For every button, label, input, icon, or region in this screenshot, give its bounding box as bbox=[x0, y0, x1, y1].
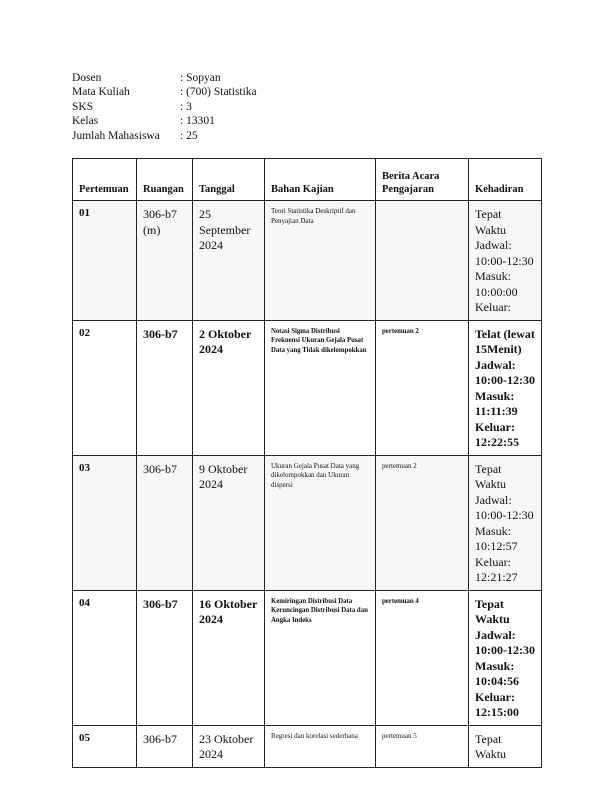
table-row bbox=[73, 725, 542, 767]
header-meeting: Pertemuan bbox=[73, 159, 137, 201]
info-value: : 25 bbox=[180, 129, 198, 142]
header-topic: Bahan Kajian bbox=[265, 159, 376, 201]
attendance-check-out: Keluar: 12:22:55 bbox=[475, 419, 519, 449]
info-label: Jumlah Mahasiswa bbox=[72, 129, 160, 142]
attendance-schedule: Jadwal: 10:00-12:30 bbox=[475, 627, 535, 657]
attendance-check-in: Masuk: 10:04:56 bbox=[475, 658, 519, 688]
info-value: : 13301 bbox=[180, 115, 215, 128]
table-row bbox=[73, 455, 542, 590]
attendance bbox=[469, 201, 542, 321]
topic: Notasi Sigma Distribusi Frekuensi Ukuran Gejala Pusat Data yang Tidak dikelompokkan bbox=[265, 320, 376, 455]
attendance-schedule: Jadwal: 10:00-12:30 bbox=[475, 238, 534, 268]
info-row-course bbox=[72, 85, 257, 99]
attendance-table bbox=[72, 158, 542, 768]
attendance-status: Tepat Waktu bbox=[475, 596, 510, 626]
minutes bbox=[376, 201, 469, 321]
date: 25 September 2024 bbox=[193, 201, 265, 321]
meeting-number: 05 bbox=[73, 725, 137, 767]
info-value: : 3 bbox=[180, 100, 192, 113]
date: 2 Oktober 2024 bbox=[193, 320, 265, 455]
table-row bbox=[73, 320, 542, 455]
info-value: : (700) Statistika bbox=[180, 86, 257, 99]
topic: Regresi dan korelasi sederhana bbox=[265, 725, 376, 767]
table-header-row bbox=[73, 159, 542, 201]
meeting-number: 04 bbox=[73, 590, 137, 725]
attendance-status: Tepat Waktu bbox=[475, 207, 507, 237]
minutes: pertemuan 2 bbox=[376, 455, 469, 590]
date: 9 Oktober 2024 bbox=[193, 455, 265, 590]
header-minutes: Berita Acara Pengajaran bbox=[376, 159, 469, 201]
info-label: Mata Kuliah bbox=[72, 86, 130, 99]
minutes: pertemuan 4 bbox=[376, 590, 469, 725]
attendance bbox=[469, 320, 542, 455]
table-row bbox=[73, 590, 542, 725]
header-date: Tanggal bbox=[193, 159, 265, 201]
info-value: : Sopyan bbox=[180, 72, 221, 84]
topic: Kemiringan Distribusi Data Keruncingan Distribusi Data dan Angka Indeks bbox=[265, 590, 376, 725]
attendance bbox=[469, 590, 542, 725]
attendance bbox=[469, 455, 542, 590]
info-row-students bbox=[72, 129, 257, 143]
info-row-credits bbox=[72, 100, 257, 114]
meeting-number: 01 bbox=[73, 201, 137, 321]
attendance-status: Telat (lewat 15Menit) bbox=[475, 326, 535, 356]
attendance-status: Tepat Waktu bbox=[475, 461, 507, 491]
info-label: SKS bbox=[72, 100, 94, 113]
room: 306-b7 bbox=[137, 590, 193, 725]
room: 306-b7 bbox=[137, 455, 193, 590]
info-row-class bbox=[72, 114, 257, 128]
topic: Teori Statistika Deskriptif dan Penyajian Data bbox=[265, 201, 376, 321]
header-attendance: Kehadiran bbox=[469, 159, 542, 201]
meeting-number: 02 bbox=[73, 320, 137, 455]
attendance-check-in: Masuk: 11:11:39 bbox=[475, 388, 518, 418]
minutes: pertemuan 5 bbox=[376, 725, 469, 767]
attendance-check-out: Keluar: 12:15:00 bbox=[475, 689, 519, 719]
date: 23 Oktober 2024 bbox=[193, 725, 265, 767]
attendance-schedule: Jadwal: 10:00-12:30 bbox=[475, 357, 535, 387]
room: 306-b7 (m) bbox=[137, 201, 193, 321]
attendance bbox=[469, 725, 542, 767]
attendance-status: Tepat Waktu bbox=[475, 731, 507, 761]
attendance-check-out: Keluar: bbox=[475, 300, 511, 314]
room: 306-b7 bbox=[137, 320, 193, 455]
info-row-lecturer bbox=[72, 71, 257, 85]
meeting-number: 03 bbox=[73, 455, 137, 590]
topic: Ukuran Gejala Pusat Data yang dikelompokkan dan Ukuran dispersi bbox=[265, 455, 376, 590]
info-label: Dosen bbox=[72, 72, 102, 84]
date: 16 Oktober 2024 bbox=[193, 590, 265, 725]
attendance-check-out: Keluar: 12:21:27 bbox=[475, 554, 518, 584]
room: 306-b7 bbox=[137, 725, 193, 767]
info-label: Kelas bbox=[72, 115, 99, 128]
attendance-schedule: Jadwal: 10:00-12:30 bbox=[475, 492, 534, 522]
header-room: Ruangan bbox=[137, 159, 193, 201]
table-row bbox=[73, 201, 542, 321]
minutes: pertemuan 2 bbox=[376, 320, 469, 455]
attendance-check-in: Masuk: 10:00:00 bbox=[475, 269, 518, 299]
attendance-check-in: Masuk: 10:12:57 bbox=[475, 523, 518, 553]
course-info bbox=[72, 71, 257, 143]
